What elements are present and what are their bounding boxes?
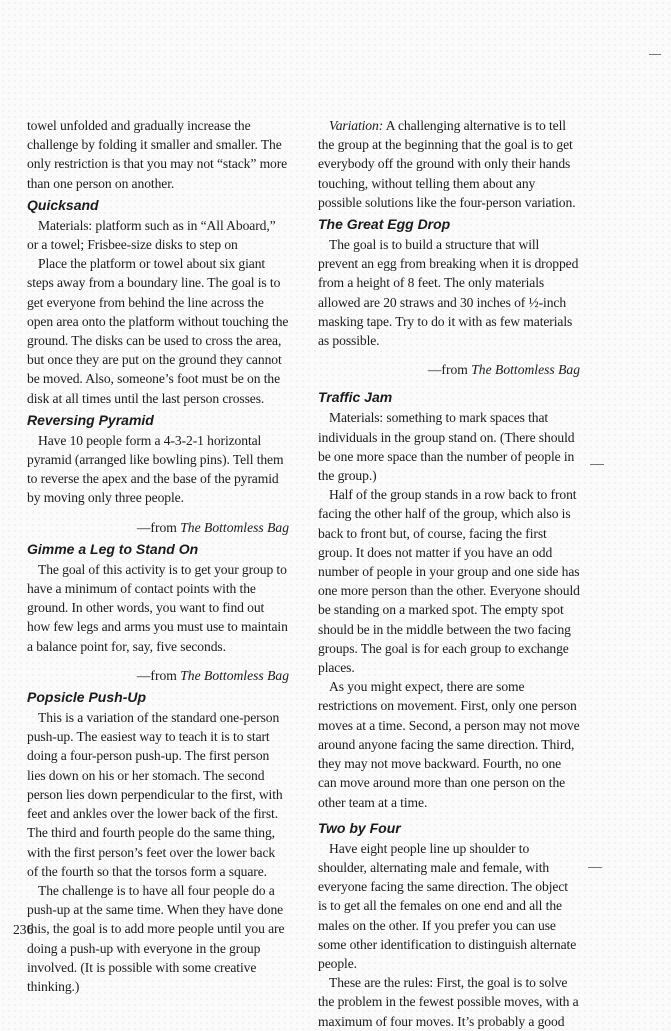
popsicle-push-up-paragraph-1: This is a variation of the standard one-person push-up. The easiest way to teach it is to start doing a four-person push-up. The first person lies down on his or her stomach. The second person lies down perpendicular to the first, with feet and ankles over the lower back of the first. The third and fourth people do the same thing, with the first person’s feet over the lower back of the fourth so that the torsos form a square.: [27, 710, 283, 879]
reversing-pyramid-heading: Reversing Pyramid: [27, 411, 154, 428]
attribution-source: The Bottomless Bag: [180, 519, 289, 535]
variation-paragraph: [318, 116, 580, 212]
gimme-a-leg-paragraph: The goal of this activity is to get your group to have a minimum of contact points with the ground. In other words, you want to find out how few legs and arms you must use to maintain a balance point for, say, five seconds.: [27, 561, 288, 654]
attribution-prefix: —from: [427, 362, 472, 378]
two-by-four-heading: Two by Four: [318, 819, 401, 836]
egg-drop-heading: The Great Egg Drop: [318, 216, 451, 233]
variation-text: A challenging alternative is to tell the group at the beginning that the goal is to get everybody off the ground with only their hands touching, without telling them about any possible solutions like the four-person variation.: [318, 118, 576, 210]
attribution-source: The Bottomless Bag: [471, 362, 580, 378]
left-column: [27, 116, 289, 996]
quicksand-paragraph: Place the platform or towel about six giant steps away from a boundary line. The goal is to get everyone from behind the line across the open area onto the platform without touching the ground. The disks can be used to cross the area, but once they are put on the ground they cannot be moved. Also, someone’s foot must be on the disk at all times until the last person crosses.: [27, 256, 289, 406]
popsicle-push-up-heading: Popsicle Push-Up: [27, 689, 147, 706]
right-column: [318, 116, 580, 1031]
two-by-four-paragraph-2: These are the rules: First, the goal is to solve the problem in the fewest possible moves, with a maximum of four moves. It’s probably a good: [318, 975, 579, 1029]
gimme-a-leg-attribution: [27, 666, 289, 685]
margin-mark: [588, 867, 602, 868]
attribution-source: The Bottomless Bag: [180, 667, 289, 683]
quicksand-materials: Materials: platform such as in “All Aboard,” or a towel; Frisbee-size disks to step on: [27, 217, 276, 253]
popsicle-push-up-paragraph-2: The challenge is to have all four people do a push-up at the same time. When they have done this, the goal is to add more people until you are doing a push-up with everyone in the group involved. (It is possible with some creative thinking.): [27, 882, 285, 994]
two-by-four-paragraph-1: Have eight people line up shoulder to shoulder, alternating male and female, with everyone facing the same direction. The object is to get all the females on one end and all the males on the other. If you prefer you can use some other identification to distinguish alternate people.: [318, 840, 577, 971]
page-number: 236: [13, 922, 34, 937]
variation-label: Variation:: [329, 118, 384, 133]
margin-mark: [590, 464, 604, 465]
reversing-pyramid-attribution: [27, 518, 289, 537]
traffic-jam-paragraph-1: Half of the group stands in a row back to front facing the other half of the group, which also is back to front but, of course, facing the first group. It does not matter if you have an odd number of people in your group and one side has one more person than the other. Everyone should be standing on a marked spot. The empty spot should be in the middle between the two facing groups. The goal is for each group to exchange places.: [318, 487, 580, 676]
attribution-prefix: —from: [136, 519, 181, 535]
egg-drop-attribution: [318, 360, 580, 379]
traffic-jam-heading: Traffic Jam: [318, 389, 393, 406]
traffic-jam-paragraph-2: As you might expect, there are some restrictions on movement. First, only one person moves at a time. Second, a person may not move around anyone facing the same direction. Third, they may not move backward. Fourth, no one can move around more than one person on the other team at a time.: [318, 679, 580, 810]
reversing-pyramid-paragraph: Have 10 people form a 4-3-2-1 horizontal pyramid (arranged like bowling pins). Tell them to reverse the apex and the base of the pyramid by moving only three people.: [27, 432, 284, 506]
egg-drop-paragraph: The goal is to build a structure that will prevent an egg from breaking when it is dropped from a height of 8 feet. The only materials allowed are 20 straws and 30 inches of ½-inch masking tape. Try to do it with as few materials as possible.: [318, 237, 579, 349]
intro-paragraph: towel unfolded and gradually increase the challenge by folding it smaller and smaller. The only restriction is that you may not “stack” more than one person on another.: [27, 118, 288, 191]
attribution-prefix: —from: [136, 667, 181, 683]
gimme-a-leg-heading: Gimme a Leg to Stand On: [27, 540, 199, 557]
quicksand-heading: Quicksand: [27, 196, 99, 213]
traffic-jam-materials: Materials: something to mark spaces that individuals in the group stand on. (There should be one more space than the number of people in the group.): [318, 410, 575, 484]
margin-mark: [649, 54, 661, 55]
